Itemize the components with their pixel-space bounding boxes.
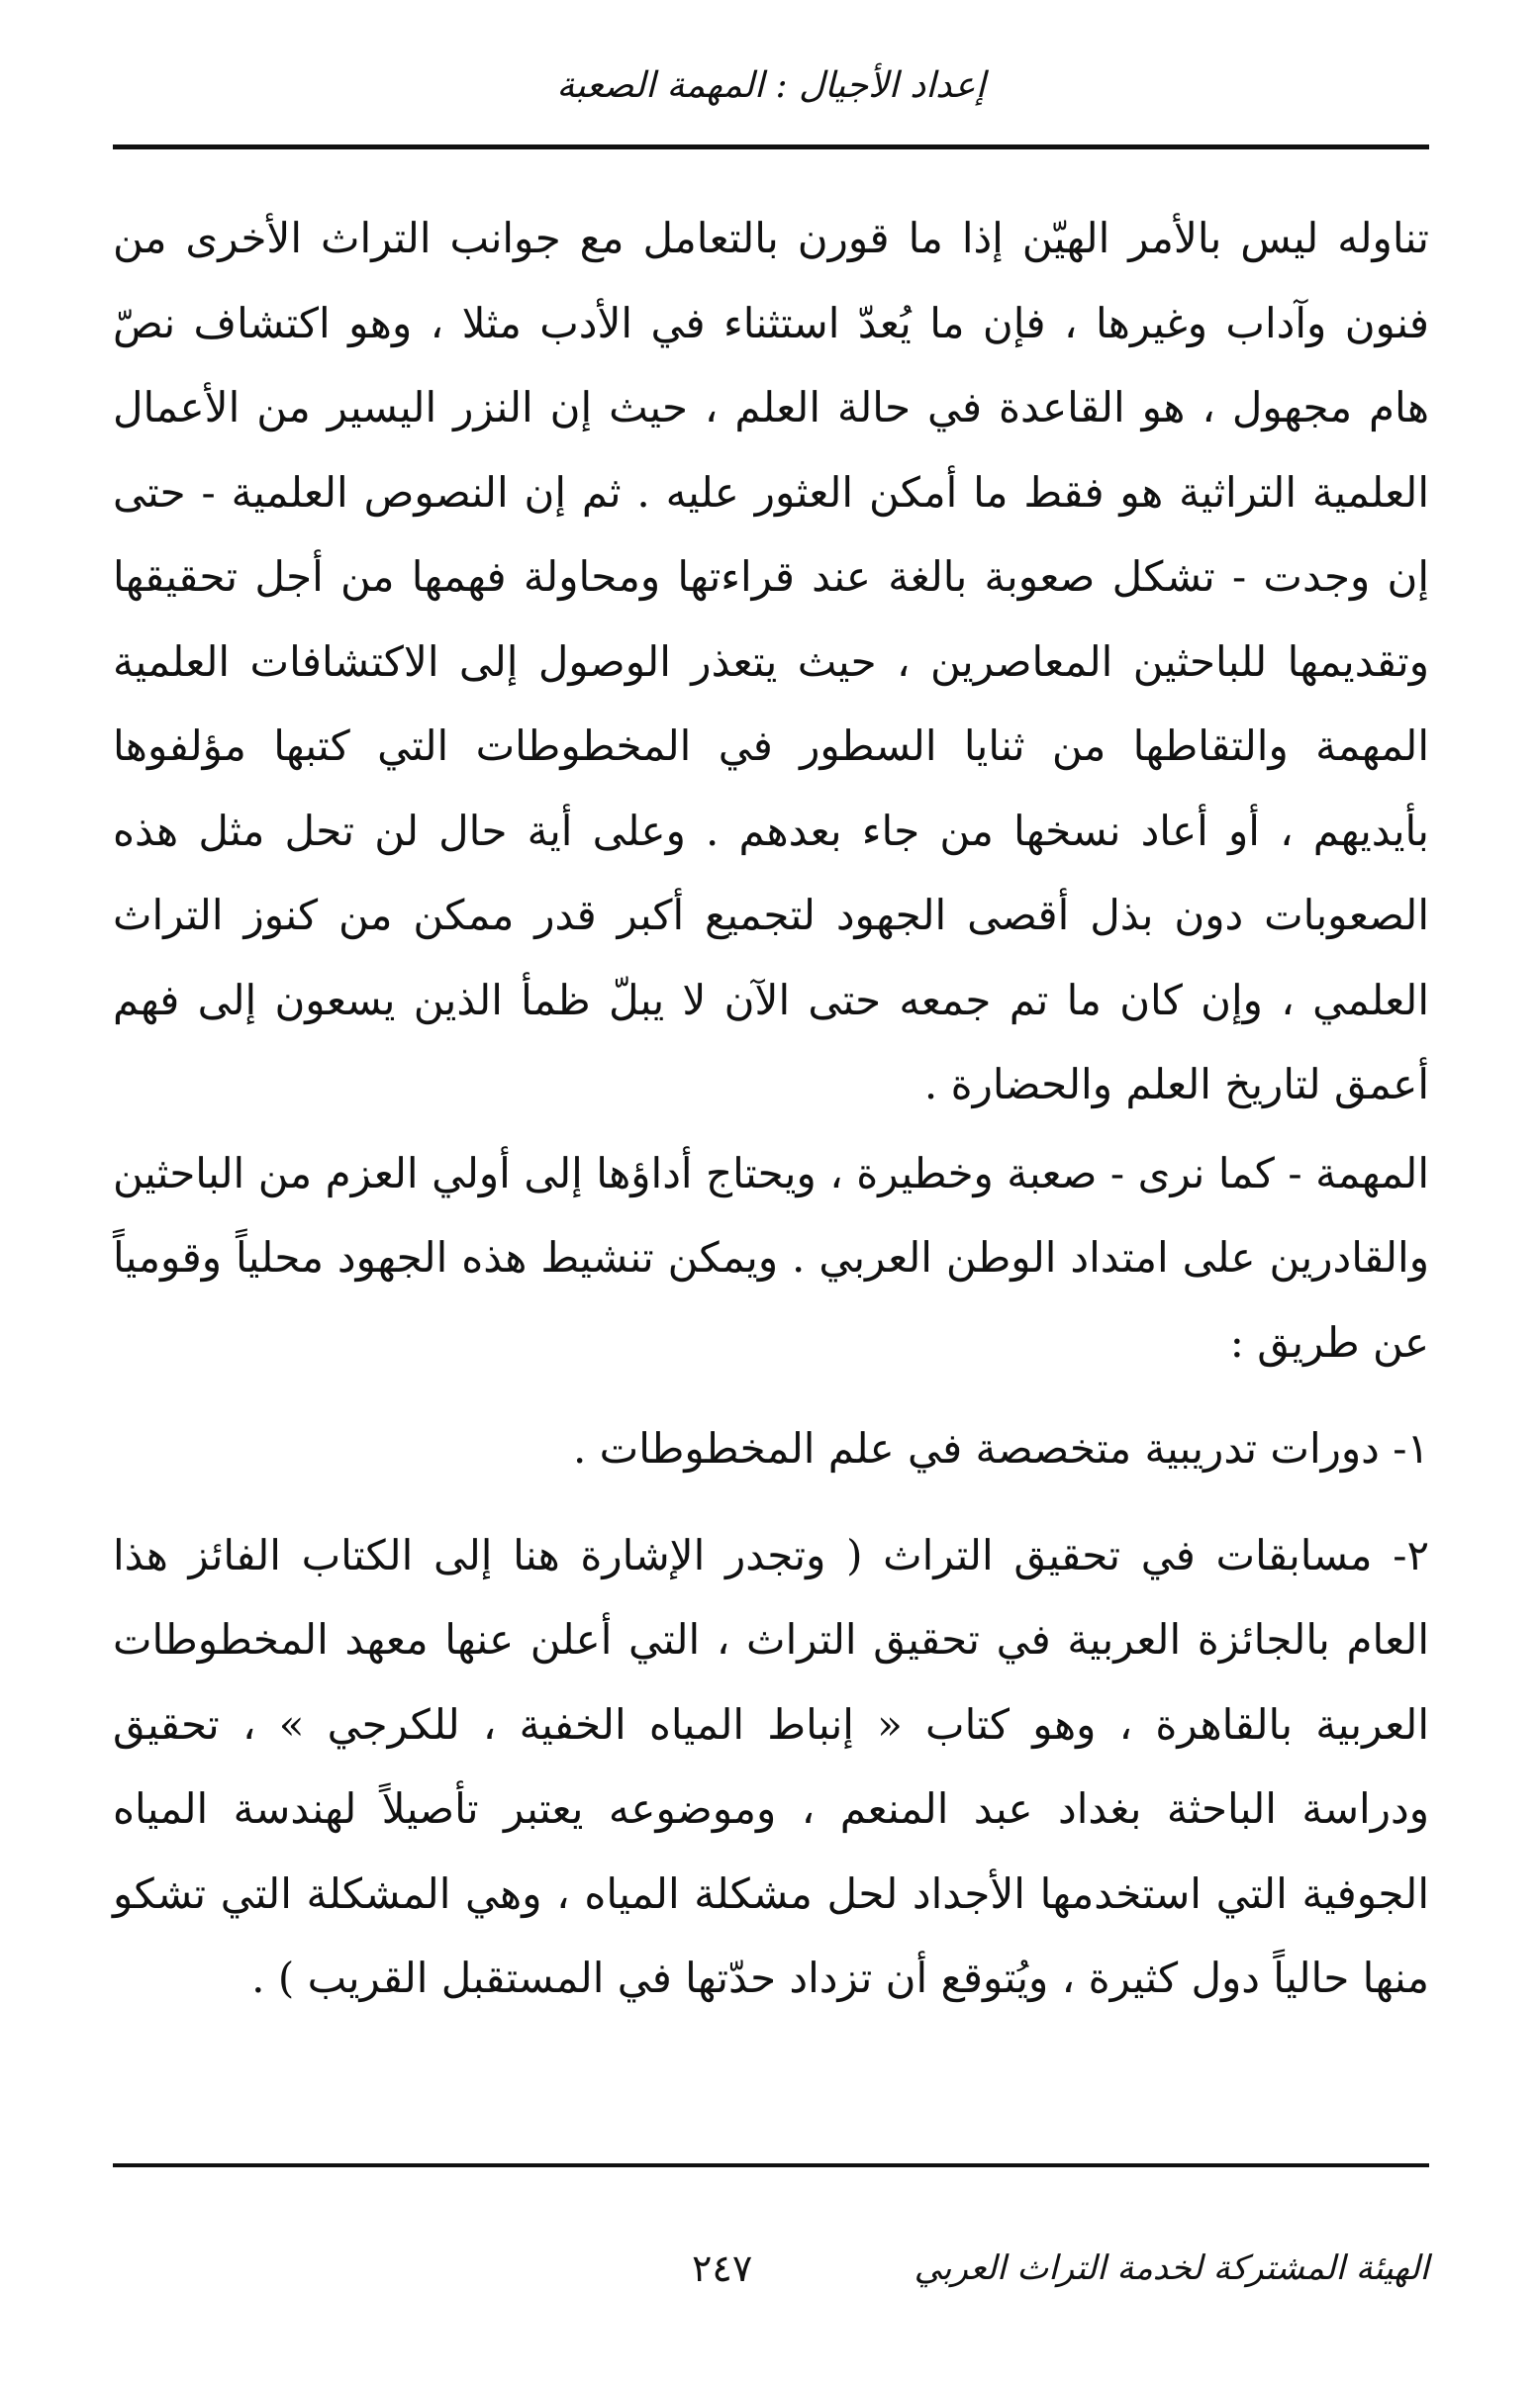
header-rule [113, 144, 1429, 149]
paragraph-2: المهمة - كما نرى - صعبة وخطيرة ، ويحتاج أداؤها إلى أولي العزم من الباحثين والقادرين على امتداد الوطن العربي . ويمكن تنشيط هذه الجهود محلياً وقومياً عن طريق : [113, 1148, 1429, 1367]
paragraph-1: تناوله ليس بالأمر الهيّن إذا ما قورن بالتعامل مع جوانب التراث الأخرى من فنون وآداب وغيرها ، فإن ما يُعدّ استثناء في الأدب مثلا ، وهو اكتشاف نصّ هام مجهول ، هو القاعدة في حالة العلم ، حيث إن النزر اليسير من الأعمال العلمية التراثية هو فقط ما أمكن العثور عليه . ثم إن النصوص العلمية - حتى إن وجدت - تشكل صعوبة بالغة عند قراءتها ومحاولة فهمها من أجل تحقيقها وتقديمها للباحثين المعاصرين ، حيث يتعذر الوصول إلى الاكتشافات العلمية المهمة والتقاطها من ثنايا السطور في المخطوطات التي كتبها مؤلفوها بأيديهم ، أو أعاد نسخها من جاء بعدهم . وعلى أية حال لن تحل مثل هذه الصعوبات دون بذل أقصى الجهود لتجميع أكبر قدر ممكن من كنوز التراث العلمي ، وإن كان ما تم جمعه حتى الآن لا يبلّ ظمأ الذين يسعون إلى فهم أعمق لتاريخ العلم والحضارة . [113, 214, 1429, 1108]
page-number: ٢٤٧ [692, 2246, 753, 2290]
footer-rule [113, 2163, 1429, 2167]
list-item-1: ١- دورات تدريبية متخصصة في علم المخطوطات . [572, 1424, 1429, 1473]
body-text [113, 196, 1429, 2021]
running-header-title: إعداد الأجيال : المهمة الصعبة [556, 65, 986, 106]
footer [113, 2239, 1429, 2298]
list-item-2: ٢- مسابقات في تحقيق التراث ( وتجدر الإشارة هنا إلى الكتاب الفائز هذا العام بالجائزة العربية في تحقيق التراث ، التي أعلن عنها معهد المخطوطات العربية بالقاهرة ، وهو كتاب « إنباط المياه الخفية ، للكرجي » ، تحقيق ودراسة الباحثة بغداد عبد المنعم ، وموضوعه يعتبر تأصيلاً لهندسة المياه الجوفية التي استخدمها الأجداد لحل مشكلة المياه ، وهي المشكلة التي تشكو منها حالياً دول كثيرة ، ويُتوقع أن تزداد حدّتها في المستقبل القريب ) . [113, 1530, 1429, 2002]
footer-organization: الهيئة المشتركة لخدمة التراث العربي [914, 2248, 1429, 2288]
